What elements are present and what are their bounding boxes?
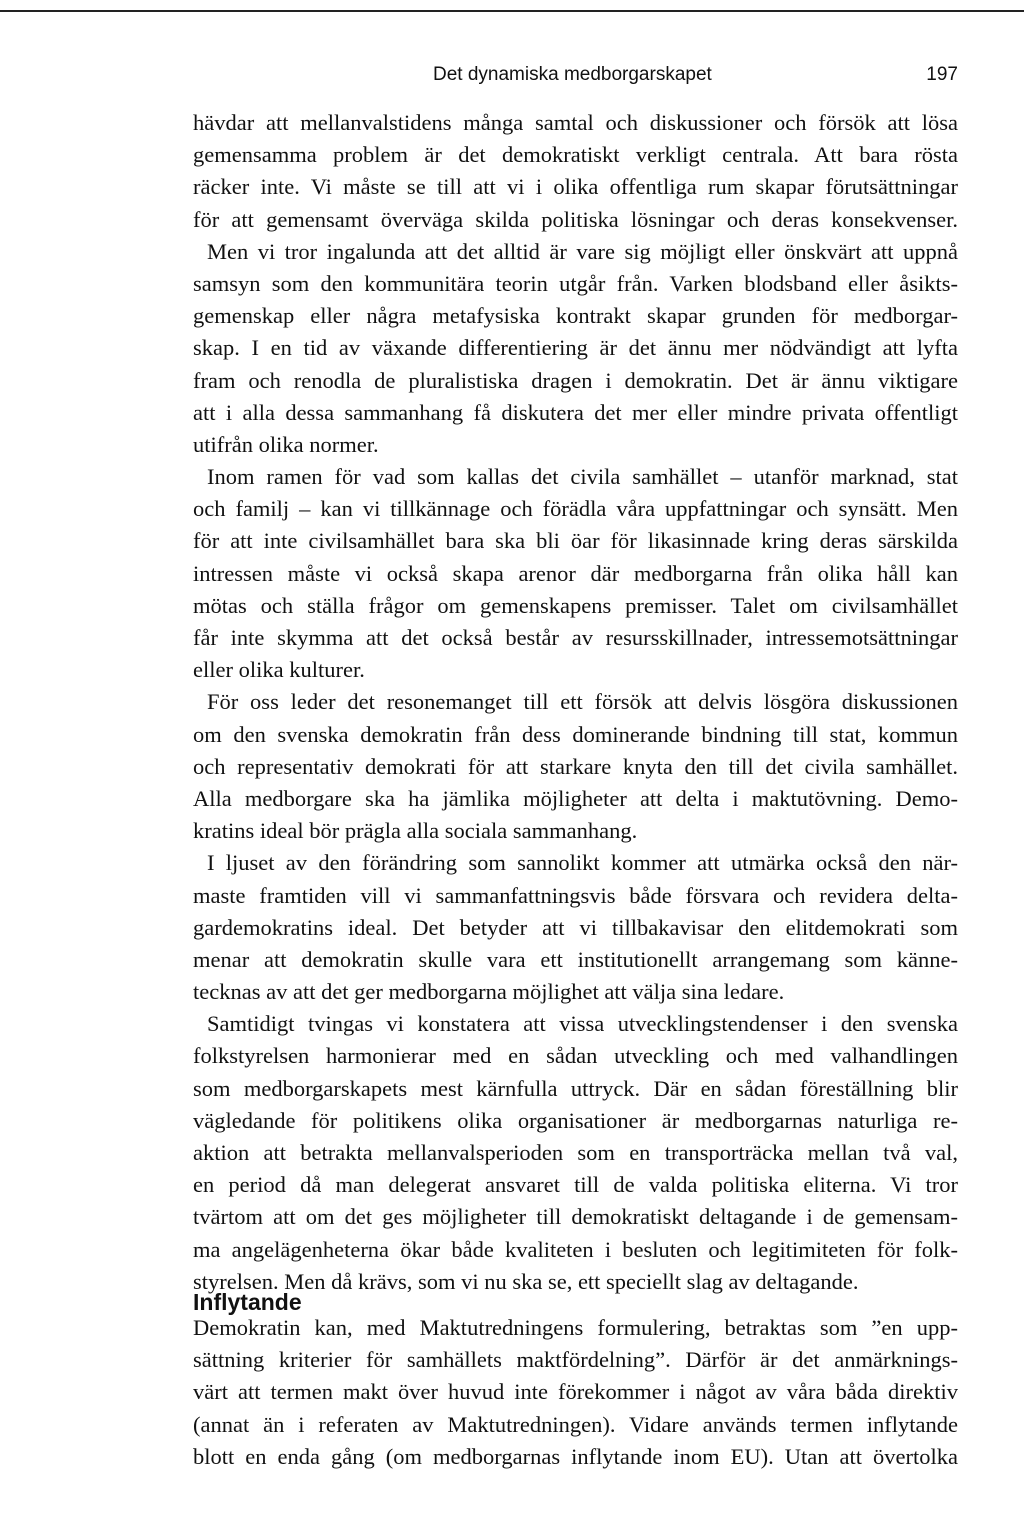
body-text	[193, 107, 958, 1298]
body-line: gemenskap eller några metafysiska kontrakt skapar grunden för medborgar-	[193, 303, 958, 329]
body-line: styrelsen. Men då krävs, som vi nu ska se, ett speciellt slag av deltagande.	[193, 1268, 859, 1294]
body-line: folkstyrelsen harmonierar med en sådan utveckling och med valhandlingen	[193, 1043, 958, 1069]
body-line: Samtidigt tvingas vi konstatera att vissa utvecklingstendenser i den svenska	[207, 1011, 958, 1037]
body-line: får inte skymma att det också består av resursskillnader, intressemotsättningar	[193, 625, 958, 650]
body-line: tvärtom att om det ges möjligheter till demokratiskt deltagande i de gemensam-	[193, 1204, 958, 1230]
body-line: och familj – kan vi tillkännage och förädla våra uppfattningar och synsätt. Men	[193, 496, 958, 522]
section-text	[193, 1312, 958, 1473]
body-line: och representativ demokrati för att starkare knyta den till det civila samhället.	[193, 753, 958, 779]
section-line: sättning kriterier för samhällets maktfördelning”. Därför är det anmärknings-	[193, 1347, 958, 1373]
body-line: gardemokratins ideal. Det betyder att vi tillbakavisar den elitdemokrati som	[193, 914, 958, 940]
body-line: för att gemensamt överväga skilda politiska lösningar och deras konsekvenser.	[193, 206, 958, 232]
section-heading: Inflytande	[193, 1289, 302, 1316]
section-line: värt att termen makt över huvud inte förekommer i något av våra båda direktiv	[193, 1379, 958, 1405]
section-line: blott en enda gång (om medborgarnas inflytande inom EU). Utan att övertolka	[193, 1443, 958, 1469]
body-line: skap. I en tid av växande differentiering är det ännu mer nödvändigt att lyfta	[193, 335, 958, 361]
section-line: Demokratin kan, med Maktutredningens formulering, betraktas som ”en upp-	[193, 1315, 958, 1340]
body-line: en period då man delegerat ansvaret till de valda politiska eliterna. Vi tror	[193, 1172, 958, 1198]
body-line: Inom ramen för vad som kallas det civila samhället – utanför marknad, stat	[207, 464, 958, 490]
body-line: gemensamma problem är det demokratiskt verkligt centrala. Att bara rösta	[193, 142, 958, 168]
body-line: mötas och ställa frågor om gemenskapens premisser. Talet om civilsamhället	[193, 592, 958, 618]
body-line: fram och renodla de pluralistiska dragen i demokratin. Det är ännu viktigare	[193, 367, 958, 393]
body-line: räcker inte. Vi måste se till att vi i olika offentliga rum skapar förutsättningar	[193, 174, 958, 200]
body-line: tecknas av att det ger medborgarna möjlighet att välja sina ledare.	[193, 979, 785, 1005]
top-rule	[0, 10, 1024, 12]
body-line: vägledande för politikens olika organisationer är medborgarnas naturliga re-	[193, 1107, 958, 1133]
body-line: för att inte civilsamhället bara ska bli öar för likasinnade kring deras särskilda	[193, 528, 958, 554]
body-line: utifrån olika normer.	[193, 431, 379, 457]
page-number: 197	[926, 64, 958, 85]
body-line: Men vi tror ingalunda att det alltid är vare sig möjligt eller önskvärt att uppnå	[207, 238, 958, 264]
body-line: att i alla dessa sammanhang få diskutera det mer eller mindre privata offentligt	[193, 399, 958, 425]
body-line: I ljuset av den förändring som sannolikt kommer att utmärka också den när-	[207, 850, 958, 876]
body-line: samsyn som den kommunitära teorin utgår från. Varken blodsband eller åsikts-	[193, 270, 958, 296]
body-line: om den svenska demokratin från dess dominerande bindning till stat, kommun	[193, 721, 958, 747]
body-line: intressen måste vi också skapa arenor där medborgarna från olika håll kan	[193, 560, 958, 586]
body-line: kratins ideal bör prägla alla sociala sammanhang.	[193, 818, 638, 844]
body-line: aktion att betrakta mellanvalsperioden som en transporträcka mellan två val,	[193, 1140, 958, 1165]
section-line: (annat än i referaten av Maktutredningen). Vidare används termen inflytande	[193, 1411, 958, 1437]
body-line: eller olika kulturer.	[193, 657, 365, 683]
running-title: Det dynamiska medborgarskapet	[433, 64, 712, 85]
body-line: som medborgarskapets mest kärnfulla uttryck. Där en sådan föreställning blir	[193, 1075, 958, 1101]
body-line: För oss leder det resonemanget till ett försök att delvis lösgöra diskussionen	[207, 689, 958, 715]
body-line: hävdar att mellanvalstidens många samtal och diskussioner och försök att lösa	[193, 110, 958, 135]
body-line: ma angelägenheterna ökar både kvaliteten i besluten och legitimiteten för folk-	[193, 1236, 958, 1262]
body-line: Alla medborgare ska ha jämlika möjligheter att delta i maktutövning. Demo-	[193, 785, 958, 811]
body-line: maste framtiden vill vi sammanfattningsvis både försvara och revidera delta-	[193, 882, 958, 908]
body-line: menar att demokratin skulle vara ett institutionellt arrangemang som känne-	[193, 946, 958, 972]
running-head	[193, 60, 958, 90]
